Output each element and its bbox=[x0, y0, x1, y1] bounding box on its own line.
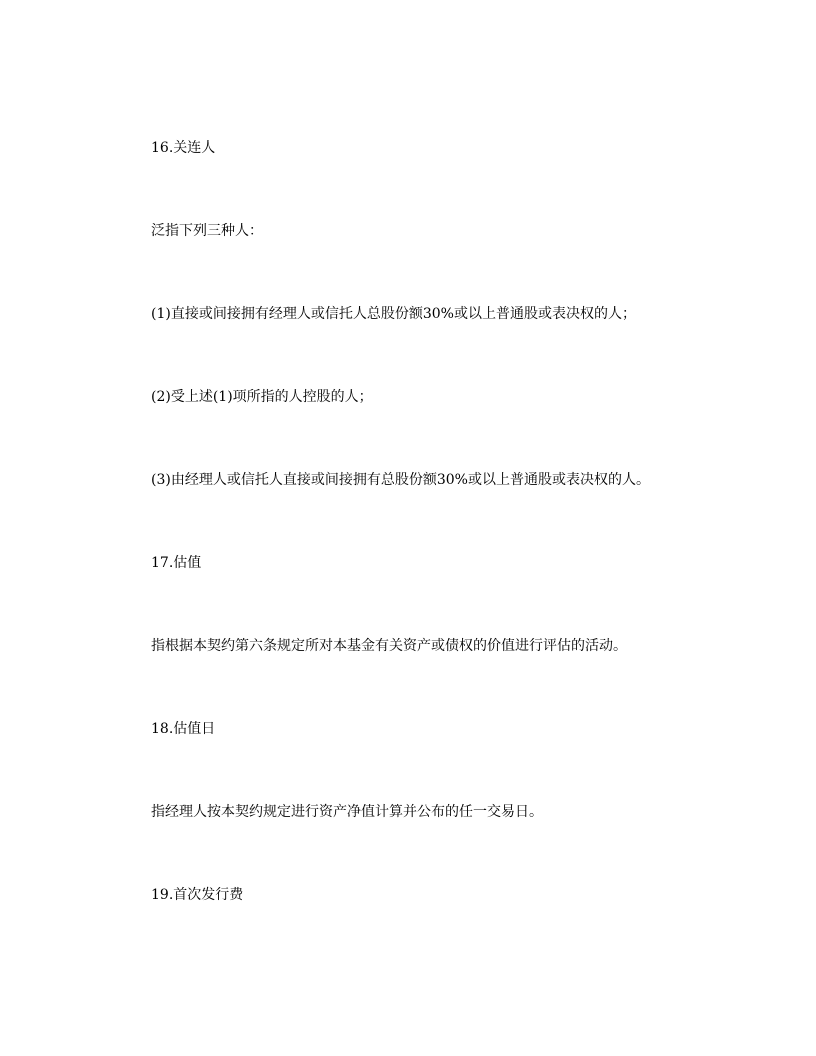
section-heading-17: 17.估值 bbox=[151, 555, 202, 571]
paragraph-valuation-day: 指经理人按本契约规定进行资产净值计算并公布的任一交易日。 bbox=[151, 804, 543, 820]
section-heading-16: 16.关连人 bbox=[151, 140, 216, 156]
paragraph-valuation: 指根据本契约第六条规定所对本基金有关资产或债权的价值进行评估的活动。 bbox=[151, 638, 627, 654]
section-heading-19: 19.首次发行费 bbox=[151, 887, 244, 903]
paragraph-definition-intro: 泛指下列三种人： bbox=[151, 223, 263, 239]
list-item-2: (2)受上述(1)项所指的人控股的人； bbox=[151, 389, 373, 405]
list-item-1: (1)直接或间接拥有经理人或信托人总股份额30%或以上普通股或表决权的人； bbox=[151, 306, 636, 322]
list-item-3: (3)由经理人或信托人直接或间接拥有总股份额30%或以上普通股或表决权的人。 bbox=[151, 472, 650, 488]
section-heading-18: 18.估值日 bbox=[151, 721, 216, 737]
